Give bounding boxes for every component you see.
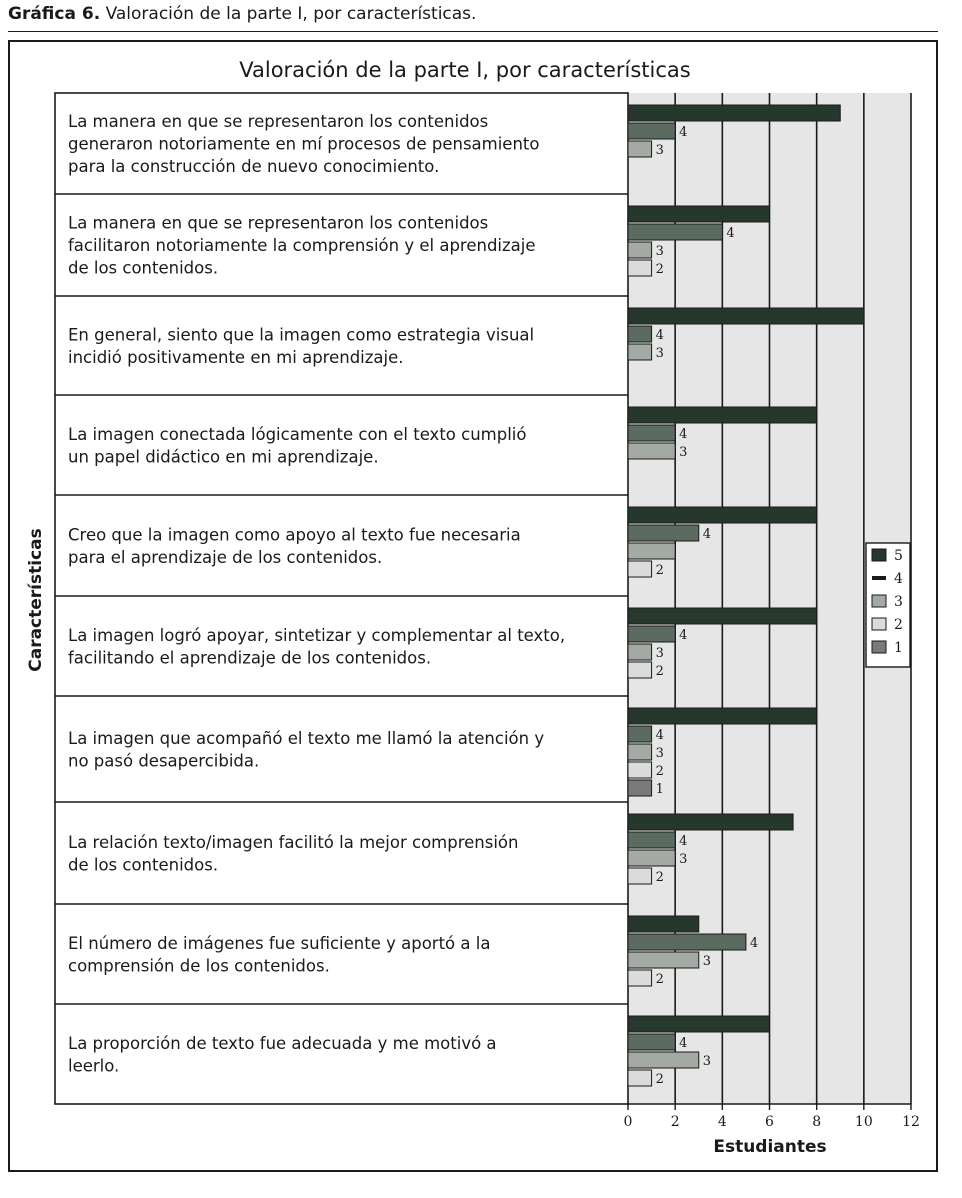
- bar-rating-5: [628, 708, 817, 724]
- bar-data-label: 3: [702, 1054, 712, 1069]
- bar-rating-3: [628, 443, 675, 459]
- chart-title: Valoración de la parte I, por características: [239, 58, 691, 82]
- bar-rating-4: [628, 1034, 675, 1050]
- bar-data-label: 3: [702, 954, 712, 969]
- bar-data-label: 4: [726, 226, 735, 241]
- category-label-line: para la construcción de nuevo conocimiento.: [68, 157, 440, 176]
- caption-prefix: Gráfica 6.: [8, 4, 101, 24]
- bar-data-label: 4: [702, 527, 712, 542]
- category-label-line: La imagen logró apoyar, sintetizar y complementar al texto,: [68, 625, 566, 645]
- category-label-line: La manera en que se representaron los contenidos: [68, 213, 489, 233]
- category-label-line: La imagen que acompañó el texto me llamó la atención y: [68, 728, 545, 748]
- bar-rating-2: [628, 762, 652, 778]
- bar-rating-3: [628, 543, 675, 559]
- legend-swatch-rating-5: [872, 549, 886, 561]
- legend-label-rating-2: 2: [894, 617, 903, 633]
- x-tick-label: 8: [812, 1114, 822, 1130]
- category-label-line: de los contenidos.: [68, 855, 219, 875]
- bar-data-label: 3: [655, 143, 664, 158]
- bar-rating-3: [628, 644, 652, 660]
- bar-data-label: 2: [655, 764, 664, 779]
- bar-data-label: 1: [655, 782, 664, 797]
- bar-data-label: 2: [655, 972, 664, 987]
- bar-rating-4: [628, 123, 675, 139]
- bar-rating-5: [628, 1016, 770, 1032]
- bar-rating-3: [628, 952, 699, 968]
- category-label-line: de los contenidos.: [68, 258, 219, 278]
- bar-data-label: 2: [655, 664, 664, 679]
- bar-rating-3: [628, 141, 652, 157]
- legend-swatch-rating-3: [872, 595, 886, 607]
- bar-rating-1: [628, 780, 652, 796]
- legend-label-rating-4: 4: [894, 571, 903, 587]
- bar-rating-3: [628, 344, 652, 360]
- bar-rating-3: [628, 850, 675, 866]
- bar-rating-5: [628, 916, 699, 932]
- category-label-line: facilitaron notoriamente la comprensión y el aprendizaje: [68, 236, 536, 255]
- bar-data-label: 4: [679, 1036, 688, 1051]
- bar-rating-4: [628, 525, 699, 541]
- x-tick-label: 4: [717, 1114, 727, 1130]
- bar-data-label: 4: [749, 936, 759, 951]
- bar-rating-5: [628, 507, 817, 523]
- category-label-line: La imagen conectada lógicamente con el texto cumplió: [68, 424, 527, 444]
- x-tick-label: 12: [902, 1114, 920, 1130]
- caption-text: Valoración de la parte I, por características.: [105, 4, 477, 24]
- category-label-line: Creo que la imagen como apoyo al texto fue necesaria: [68, 525, 521, 545]
- category-label-line: facilitando el aprendizaje de los contenidos.: [68, 648, 432, 668]
- bar-data-label: 3: [679, 852, 688, 867]
- legend-swatch-rating-4: [872, 576, 886, 580]
- bar-data-label: 2: [655, 870, 664, 885]
- bar-data-label: 4: [655, 728, 664, 743]
- bar-rating-4: [628, 726, 652, 742]
- bar-rating-2: [628, 662, 652, 678]
- bar-rating-4: [628, 934, 746, 950]
- x-tick-label: 10: [854, 1114, 873, 1130]
- bar-rating-5: [628, 814, 793, 830]
- bar-data-label: 4: [655, 328, 664, 343]
- bar-data-label: 3: [655, 646, 664, 661]
- x-tick-label: 2: [670, 1114, 680, 1130]
- category-label-line: para el aprendizaje de los contenidos.: [68, 547, 383, 567]
- bar-rating-5: [628, 308, 864, 324]
- bar-rating-2: [628, 970, 652, 986]
- bar-data-label: 2: [655, 563, 664, 578]
- y-axis-label: Características: [26, 528, 46, 672]
- bar-data-label: 4: [679, 427, 688, 442]
- bar-data-label: 2: [655, 262, 664, 277]
- legend-label-rating-1: 1: [894, 640, 903, 656]
- bar-data-label: 4: [679, 125, 688, 140]
- legend-swatch-rating-1: [872, 641, 886, 653]
- bar-rating-3: [628, 242, 652, 258]
- category-label-line: no pasó desapercibida.: [68, 751, 260, 771]
- x-axis-label: Estudiantes: [713, 1137, 827, 1157]
- bar-rating-2: [628, 561, 652, 577]
- bar-rating-3: [628, 1052, 699, 1068]
- bar-rating-4: [628, 326, 652, 342]
- category-label-line: La proporción de texto fue adecuada y me motivó a: [68, 1033, 497, 1053]
- category-label-line: un papel didáctico en mi aprendizaje.: [68, 447, 379, 467]
- category-label-line: El número de imágenes fue suficiente y aportó a la: [68, 933, 491, 953]
- bar-data-label: 3: [655, 746, 664, 761]
- category-label-line: comprensión de los contenidos.: [68, 956, 330, 976]
- bar-rating-4: [628, 626, 675, 642]
- category-label-line: La relación texto/imagen facilitó la mejor comprensión: [68, 832, 519, 852]
- bar-data-label: 3: [655, 346, 664, 361]
- bar-rating-2: [628, 260, 652, 276]
- category-label-line: incidió positivamente en mi aprendizaje.: [68, 347, 404, 367]
- x-tick-label: 6: [765, 1114, 774, 1130]
- bar-rating-2: [628, 1070, 652, 1086]
- legend-label-rating-5: 5: [894, 548, 903, 564]
- legend-swatch-rating-2: [872, 618, 886, 630]
- category-label-line: leerlo.: [68, 1056, 120, 1076]
- category-label-line: En general, siento que la imagen como estrategia visual: [68, 325, 535, 345]
- bar-data-label: 3: [655, 244, 664, 259]
- bar-rating-4: [628, 425, 675, 441]
- legend-label-rating-3: 3: [894, 594, 903, 610]
- bar-rating-4: [628, 832, 675, 848]
- bar-data-label: 4: [679, 628, 688, 643]
- x-tick-label: 0: [623, 1114, 633, 1130]
- bar-data-label: 3: [679, 445, 688, 460]
- bar-rating-4: [628, 224, 722, 240]
- bar-rating-5: [628, 206, 770, 222]
- bar-rating-5: [628, 608, 817, 624]
- category-label-line: generaron notoriamente en mí procesos de pensamiento: [68, 134, 540, 154]
- category-label-line: La manera en que se representaron los contenidos: [68, 112, 489, 131]
- bar-data-label: 4: [679, 834, 688, 849]
- bar-rating-2: [628, 868, 652, 884]
- bar-rating-5: [628, 407, 817, 423]
- bar-rating-3: [628, 744, 652, 760]
- bar-data-label: 2: [655, 1072, 664, 1087]
- bar-rating-5: [628, 105, 840, 121]
